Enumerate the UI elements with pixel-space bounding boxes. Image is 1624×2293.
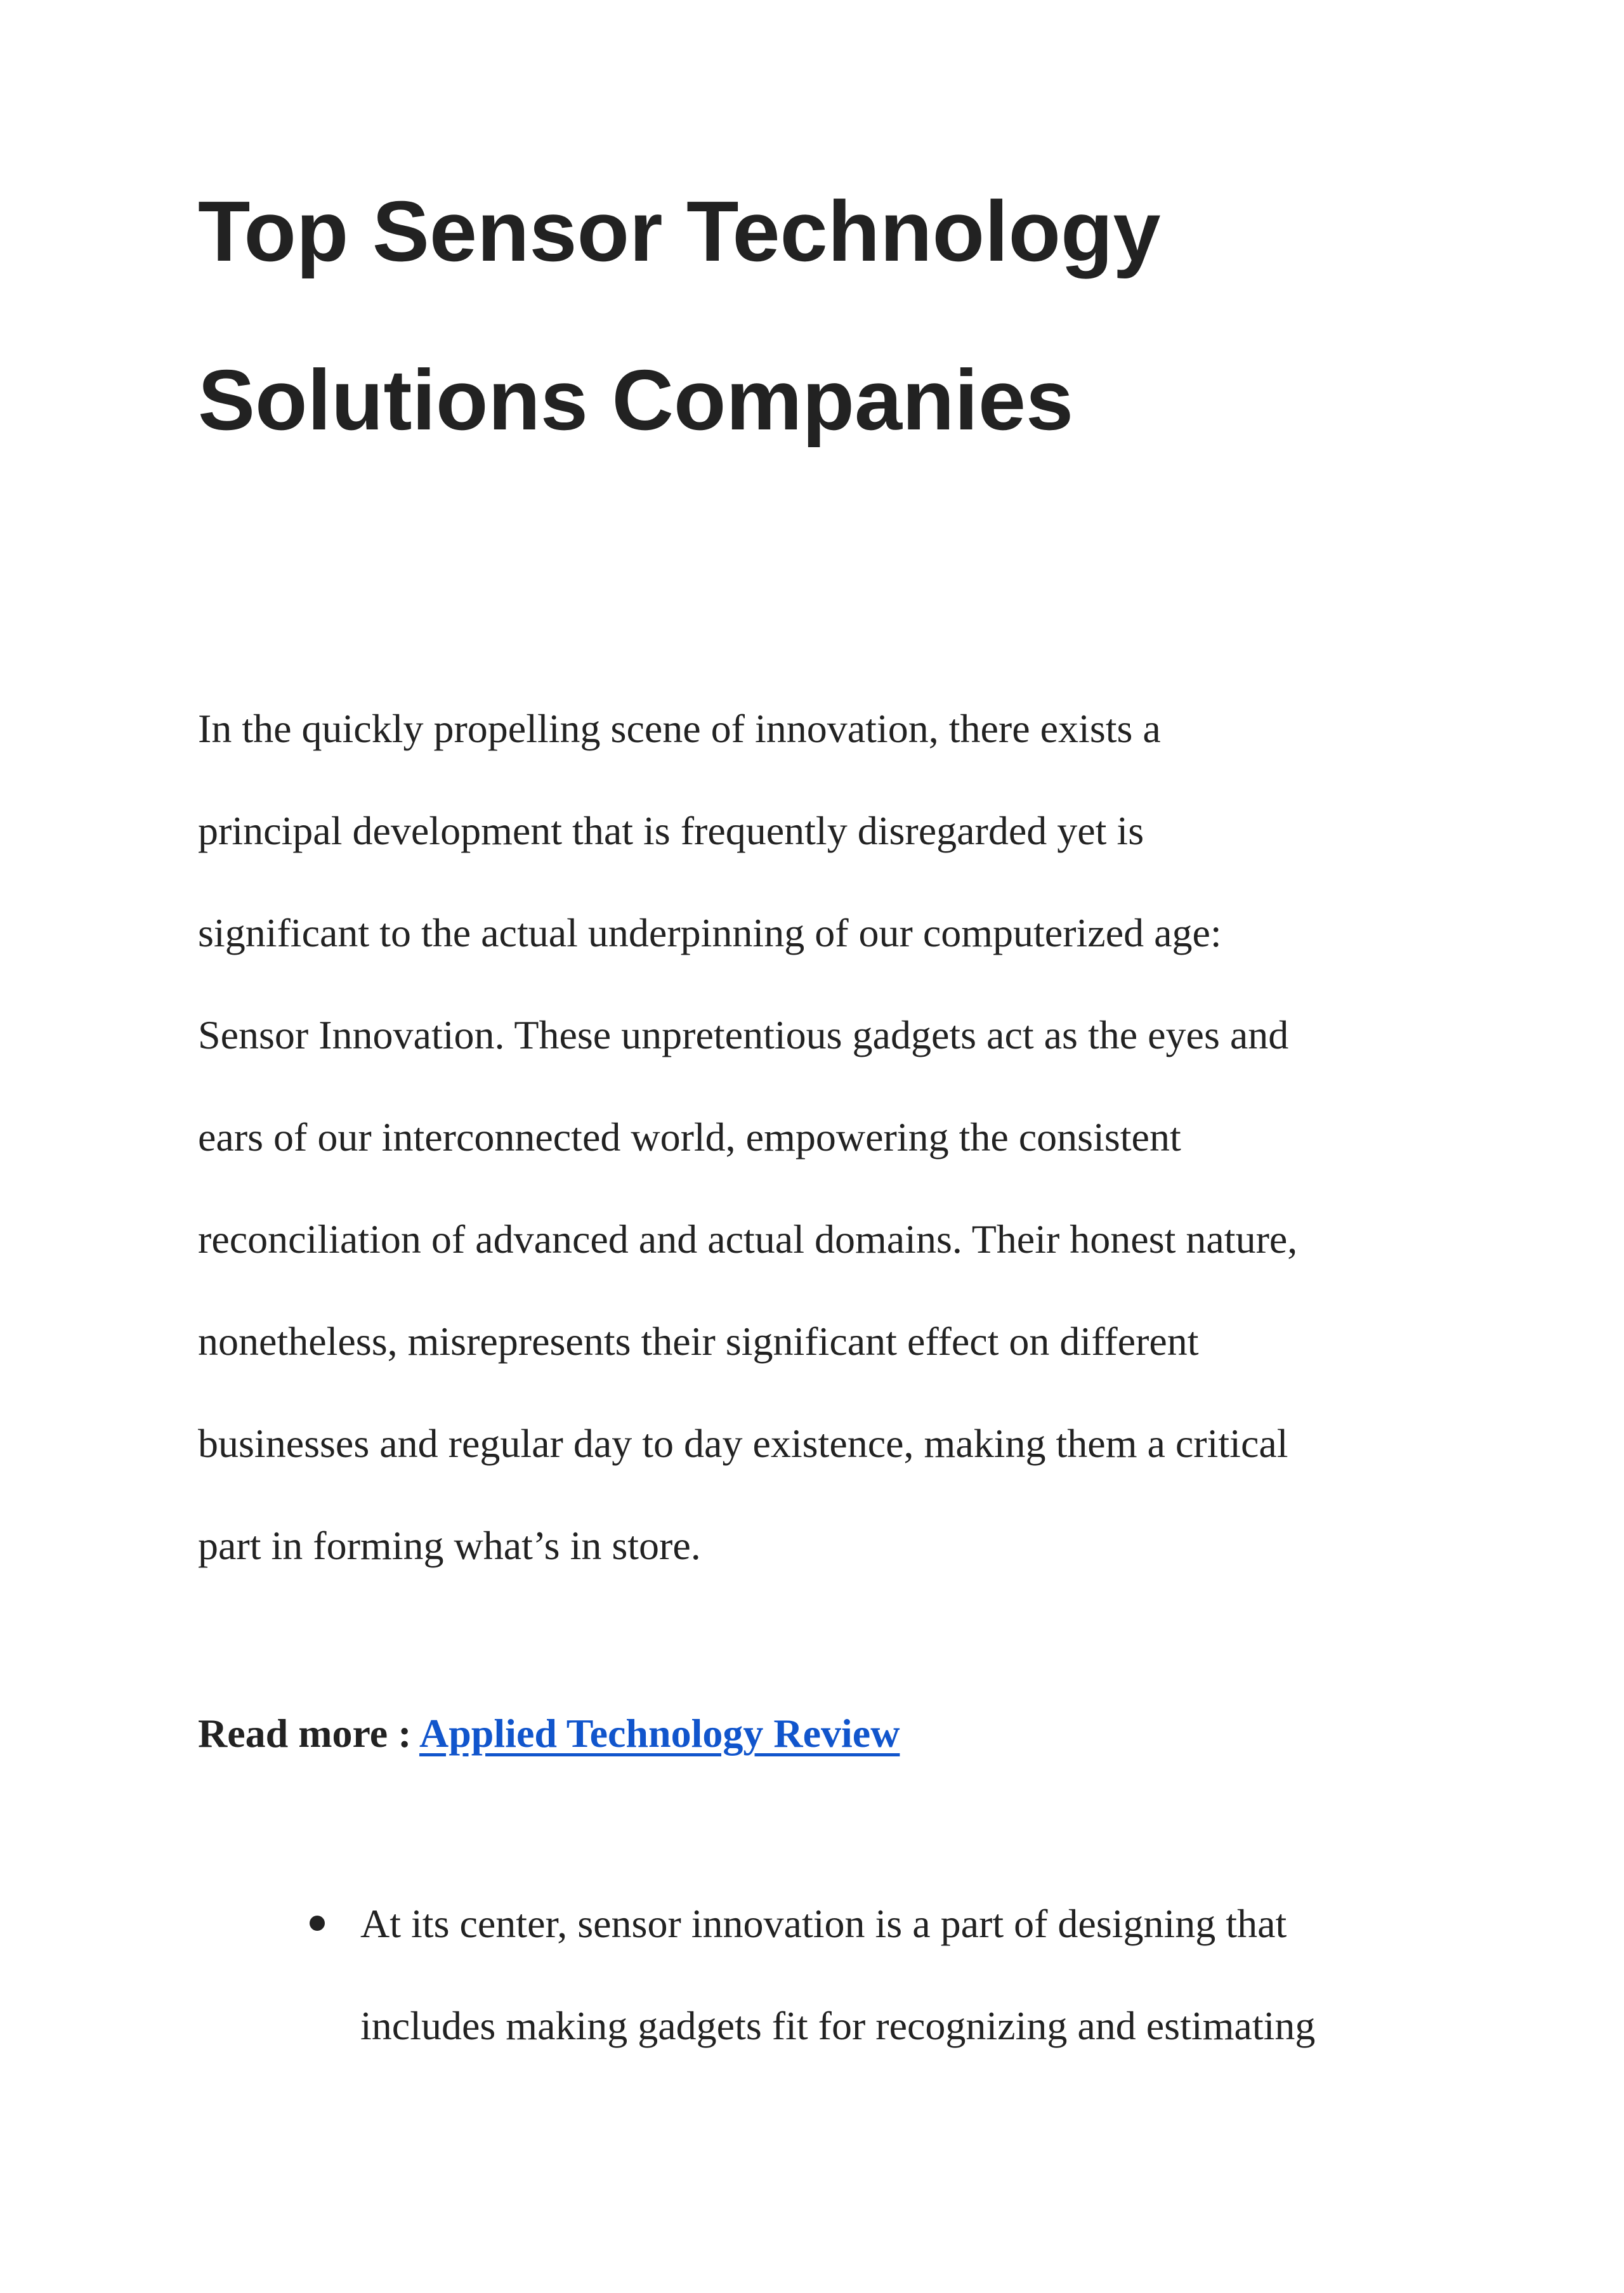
intro-line: Sensor Innovation. These unpretentious gadgets act as the eyes and [198, 1012, 1289, 1057]
list-item-line: includes making gadgets fit for recognizing and estimating [360, 2003, 1316, 2048]
title-line: Top Sensor Technology [198, 183, 1161, 279]
list-item-line: At its center, sensor innovation is a part of designing that [360, 1901, 1287, 1946]
title-line: Solutions Companies [198, 352, 1074, 448]
read-more-label: Read more : [198, 1711, 419, 1756]
read-more [198, 1682, 900, 1784]
intro-line: significant to the actual underpinning of our computerized age: [198, 910, 1222, 955]
intro-line: businesses and regular day to day existence, making them a critical [198, 1421, 1288, 1466]
intro-line: ears of our interconnected world, empowering the consistent [198, 1114, 1181, 1160]
intro-paragraph [198, 677, 1530, 1597]
page-title [198, 147, 1467, 485]
intro-line: In the quickly propelling scene of innovation, there exists a [198, 706, 1161, 751]
read-more-link[interactable]: Applied Technology Review [419, 1711, 900, 1756]
intro-line: reconciliation of advanced and actual domains. Their honest nature, [198, 1217, 1298, 1262]
list-item-text [360, 1872, 1502, 2077]
bullet-dot-icon [310, 1916, 325, 1931]
intro-line: part in forming what’s in store. [198, 1523, 701, 1568]
intro-line: principal development that is frequently disregarded yet is [198, 808, 1144, 853]
intro-line: nonetheless, misrepresents their significant effect on different [198, 1319, 1199, 1364]
